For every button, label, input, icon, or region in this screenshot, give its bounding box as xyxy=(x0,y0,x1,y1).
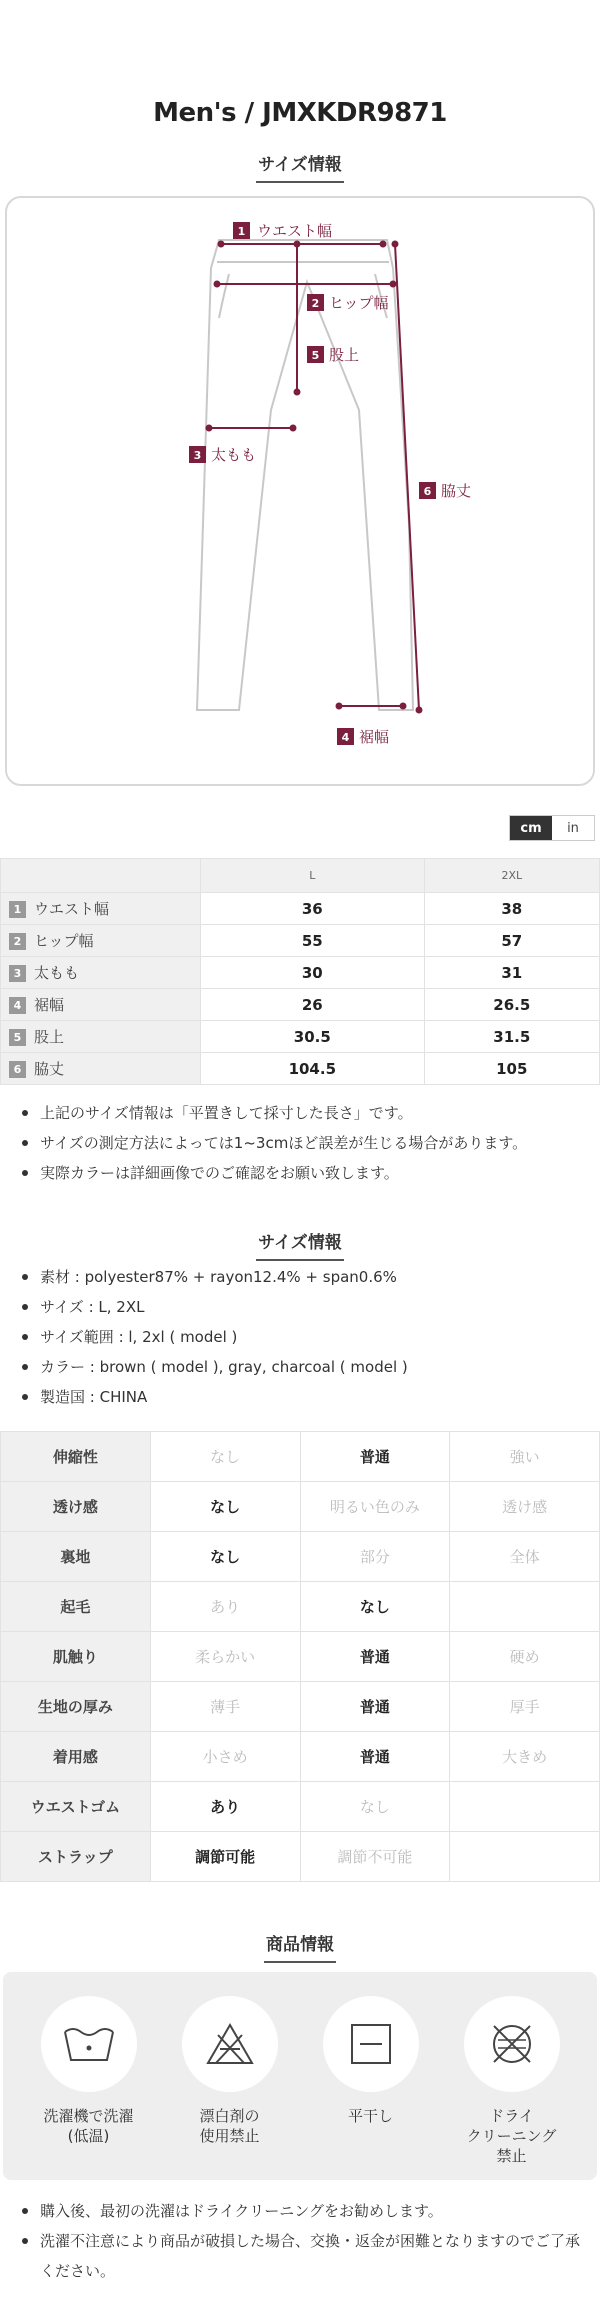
info-item: サイズ範囲 : l, 2xl ( model ) xyxy=(22,1322,582,1352)
fabric-attribute-label: 伸縮性 xyxy=(1,1432,151,1482)
fabric-option: なし xyxy=(300,1782,450,1832)
size-column-header: 2XL xyxy=(424,859,599,893)
size-notes-list xyxy=(22,1098,582,1188)
size-row xyxy=(1,1053,600,1085)
care-label: ドライ クリーニング 禁止 xyxy=(466,2107,557,2165)
size-note: 上記のサイズ情報は「平置きして採寸した長さ」です。 xyxy=(22,1098,582,1128)
info-item: 製造国 : CHINA xyxy=(22,1382,582,1412)
label-num-2: 2 xyxy=(311,297,320,310)
fabric-row xyxy=(1,1732,600,1782)
fabric-option: 調節可能 xyxy=(150,1832,300,1882)
measure-lines xyxy=(207,242,422,713)
fabric-option: あり xyxy=(150,1782,300,1832)
size-row xyxy=(1,925,600,957)
size-value: 105 xyxy=(424,1053,599,1085)
care-item xyxy=(447,1996,577,2180)
row-number-badge: 1 xyxy=(9,901,26,918)
size-table xyxy=(0,858,600,1085)
label-num-5: 5 xyxy=(311,349,320,362)
measurement-name: ヒップ幅 xyxy=(34,932,94,950)
row-number-badge: 4 xyxy=(9,997,26,1014)
size-row-label xyxy=(1,989,201,1021)
fabric-row xyxy=(1,1432,600,1482)
care-item xyxy=(165,1996,295,2180)
size-row xyxy=(1,989,600,1021)
size-row-label xyxy=(1,1053,201,1085)
info-item: サイズ : L, 2XL xyxy=(22,1292,582,1322)
fabric-option: 厚手 xyxy=(450,1682,600,1732)
fabric-option: 普通 xyxy=(300,1732,450,1782)
care-note: 洗濯不注意により商品が破損した場合、交換・返金が困難となりますのでご了承ください。 xyxy=(22,2226,582,2286)
size-value: 55 xyxy=(201,925,425,957)
info-section-title: サイズ情報 xyxy=(256,1228,344,1261)
size-row-label xyxy=(1,957,201,989)
page-title: Men's / JMXKDR9871 xyxy=(153,98,447,128)
no-bleach-icon xyxy=(182,1996,278,2092)
care-label: 漂白剤の 使用禁止 xyxy=(199,2107,260,2145)
fabric-option: なし xyxy=(150,1532,300,1582)
fabric-attribute-label: 生地の厚み xyxy=(1,1682,151,1732)
care-item xyxy=(306,1996,436,2180)
care-instructions xyxy=(3,1972,597,2180)
fabric-attribute-label: 着用感 xyxy=(1,1732,151,1782)
info-item: カラー : brown ( model ), gray, charcoal ( model ) xyxy=(22,1352,582,1382)
unit-in-button[interactable]: in xyxy=(552,816,594,840)
unit-toggle xyxy=(509,815,595,841)
flat-dry-icon xyxy=(323,1996,419,2092)
product-section-title: 商品情報 xyxy=(264,1930,336,1963)
fabric-option: 全体 xyxy=(450,1532,600,1582)
label-outseam: 脇丈 xyxy=(441,482,472,500)
size-column-header: L xyxy=(201,859,425,893)
size-value: 31 xyxy=(424,957,599,989)
label-num-1: 1 xyxy=(237,225,246,238)
fabric-option: 部分 xyxy=(300,1532,450,1582)
size-value: 38 xyxy=(424,893,599,925)
fabric-row xyxy=(1,1532,600,1582)
row-number-badge: 5 xyxy=(9,1029,26,1046)
fabric-row xyxy=(1,1482,600,1532)
size-value: 104.5 xyxy=(201,1053,425,1085)
size-row-label xyxy=(1,893,201,925)
product-section-header xyxy=(0,1930,600,1960)
pants-diagram xyxy=(5,196,595,786)
info-item: 素材 : polyester87% + rayon12.4% + span0.6% xyxy=(22,1262,582,1292)
fabric-option: なし xyxy=(150,1482,300,1532)
fabric-row xyxy=(1,1782,600,1832)
label-waist: ウエスト幅 xyxy=(257,222,333,240)
fabric-option: 小さめ xyxy=(150,1732,300,1782)
measure-labels xyxy=(189,222,471,746)
fabric-row xyxy=(1,1582,600,1632)
fabric-option: なし xyxy=(300,1582,450,1632)
measurement-name: 脇丈 xyxy=(34,1060,65,1078)
size-table-header xyxy=(1,859,600,893)
size-row xyxy=(1,1021,600,1053)
label-thigh: 太もも xyxy=(211,446,257,464)
label-num-3: 3 xyxy=(193,449,202,462)
label-rise: 股上 xyxy=(329,346,360,364)
fabric-attributes-table xyxy=(0,1431,600,1882)
fabric-option: 柔らかい xyxy=(150,1632,300,1682)
size-value: 30 xyxy=(201,957,425,989)
size-value: 26 xyxy=(201,989,425,1021)
label-hip: ヒップ幅 xyxy=(329,294,389,312)
row-number-badge: 2 xyxy=(9,933,26,950)
row-number-badge: 3 xyxy=(9,965,26,982)
label-num-6: 6 xyxy=(423,485,432,498)
care-notes-list xyxy=(22,2196,582,2286)
product-info-list xyxy=(22,1262,582,1412)
pants-illustration xyxy=(7,198,593,784)
fabric-attribute-label: 裏地 xyxy=(1,1532,151,1582)
fabric-option xyxy=(450,1832,600,1882)
fabric-row xyxy=(1,1832,600,1882)
fabric-option: 透け感 xyxy=(450,1482,600,1532)
fabric-option xyxy=(450,1782,600,1832)
measurement-name: 裾幅 xyxy=(34,996,65,1014)
size-value: 36 xyxy=(201,893,425,925)
size-row-label xyxy=(1,925,201,957)
measurement-name: 股上 xyxy=(34,1028,65,1046)
label-hem: 裾幅 xyxy=(359,728,390,746)
info-section-header xyxy=(0,1228,600,1258)
fabric-attribute-label: 起毛 xyxy=(1,1582,151,1632)
fabric-row xyxy=(1,1632,600,1682)
size-section-header xyxy=(0,150,600,180)
fabric-option: あり xyxy=(150,1582,300,1632)
fabric-attribute-label: ウエストゴム xyxy=(1,1782,151,1832)
size-note: サイズの測定方法によっては1~3cmほど誤差が生じる場合があります。 xyxy=(22,1128,582,1158)
fabric-option: 普通 xyxy=(300,1632,450,1682)
size-value: 26.5 xyxy=(424,989,599,1021)
size-section-title: サイズ情報 xyxy=(256,150,344,183)
size-row xyxy=(1,893,600,925)
fabric-option: 薄手 xyxy=(150,1682,300,1732)
size-row xyxy=(1,957,600,989)
label-num-4: 4 xyxy=(341,731,350,744)
care-item xyxy=(24,1996,154,2180)
size-value: 30.5 xyxy=(201,1021,425,1053)
size-note: 実際カラーは詳細画像でのご確認をお願い致します。 xyxy=(22,1158,582,1188)
fabric-option: 硬め xyxy=(450,1632,600,1682)
fabric-attribute-label: 透け感 xyxy=(1,1482,151,1532)
fabric-option: 強い xyxy=(450,1432,600,1482)
measurement-name: 太もも xyxy=(34,964,80,982)
care-label: 洗濯機で洗濯 (低温) xyxy=(43,2107,134,2145)
fabric-option: 普通 xyxy=(300,1432,450,1482)
fabric-option: 大きめ xyxy=(450,1732,600,1782)
fabric-option: 明るい色のみ xyxy=(300,1482,450,1532)
measurement-name: ウエスト幅 xyxy=(34,900,110,918)
fabric-option: なし xyxy=(150,1432,300,1482)
care-label: 平干し xyxy=(347,2107,393,2125)
care-note: 購入後、最初の洗濯はドライクリーニングをお勧めします。 xyxy=(22,2196,582,2226)
fabric-row xyxy=(1,1682,600,1732)
row-number-badge: 6 xyxy=(9,1061,26,1078)
fabric-option: 普通 xyxy=(300,1682,450,1732)
no-dry-clean-icon xyxy=(464,1996,560,2092)
unit-cm-button[interactable]: cm xyxy=(510,816,552,840)
machine-wash-low-temp-icon xyxy=(41,1996,137,2092)
size-value: 57 xyxy=(424,925,599,957)
size-table-corner xyxy=(1,859,201,893)
fabric-option xyxy=(450,1582,600,1632)
fabric-option: 調節不可能 xyxy=(300,1832,450,1882)
fabric-attribute-label: 肌触り xyxy=(1,1632,151,1682)
size-value: 31.5 xyxy=(424,1021,599,1053)
fabric-attribute-label: ストラップ xyxy=(1,1832,151,1882)
size-row-label xyxy=(1,1021,201,1053)
